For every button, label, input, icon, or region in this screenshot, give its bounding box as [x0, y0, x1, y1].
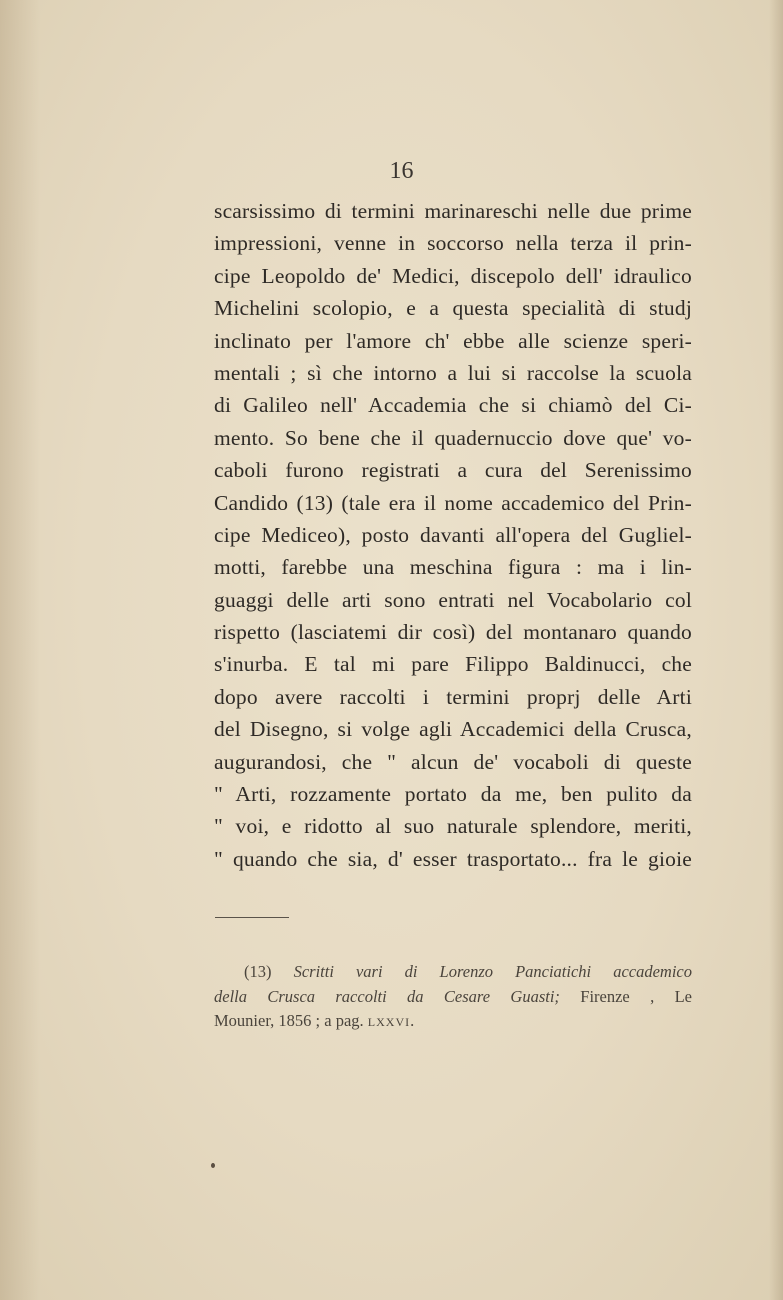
- page-shadow-right: [769, 0, 783, 1300]
- text-line: " voi, e ridotto al suo naturale splendore, meriti,: [214, 814, 692, 839]
- page-shadow-left: [0, 0, 40, 1300]
- text-line: impressioni, venne in soccorso nella terza il prin-: [214, 231, 692, 256]
- footnote-citation-place: Firenze , Le: [559, 986, 692, 1006]
- text-line: dopo avere raccolti i termini proprj delle Arti: [214, 684, 692, 709]
- footnote-line: [214, 960, 692, 985]
- footnote-line: [214, 985, 692, 1010]
- ink-speck: [211, 1163, 215, 1168]
- text-line: caboli furono registrati a cura del Serenissimo: [214, 458, 692, 483]
- footnote-citation-page: lxxvi.: [367, 1011, 416, 1030]
- footnote-citation-title: Scritti vari di Lorenzo Panciatichi accademico: [293, 962, 692, 981]
- text-line: mento. So bene che il quadernuccio dove que' vo-: [214, 425, 692, 450]
- text-line: s'inurba. E tal mi pare Filippo Baldinucci, che: [214, 652, 692, 677]
- footnote-number: (13): [244, 962, 272, 981]
- text-line: Candido (13) (tale era il nome accademico del Prin-: [214, 490, 692, 515]
- text-line: Michelini scolopio, e a questa specialità di studj: [214, 296, 692, 321]
- footnote: [214, 960, 692, 1034]
- text-line: augurandosi, che " alcun de' vocaboli di queste: [214, 749, 692, 774]
- text-line: cipe Mediceo), posto davanti all'opera del Gugliel-: [214, 522, 692, 547]
- text-line: del Disegno, si volge agli Accademici della Crusca,: [214, 717, 692, 742]
- text-line: guaggi delle arti sono entrati nel Vocabolario col: [214, 587, 692, 612]
- text-line: mentali ; sì che intorno a lui si raccolse la scuola: [214, 360, 692, 385]
- footnote-citation-publisher: Mounier, 1856 ; a pag.: [214, 1011, 368, 1030]
- footnote-separator: [215, 917, 289, 918]
- footnote-line: [214, 1009, 692, 1034]
- footnote-citation-editor: della Crusca raccolti da Cesare Guasti;: [214, 986, 560, 1006]
- body-text: [214, 195, 692, 875]
- text-line: " Arti, rozzamente portato da me, ben pulito da: [214, 782, 692, 807]
- text-line: rispetto (lasciatemi dir così) del montanaro quando: [214, 620, 692, 645]
- text-line: cipe Leopoldo de' Medici, discepolo dell' idraulico: [214, 263, 692, 288]
- text-line: motti, farebbe una meschina figura : ma i lin-: [214, 555, 692, 580]
- text-line: inclinato per l'amore ch' ebbe alle scienze speri-: [214, 328, 692, 353]
- text-line: scarsissimo di termini marinareschi nelle due prime: [214, 199, 692, 223]
- page-number: 16: [389, 158, 414, 184]
- text-line: " quando che sia, d' esser trasportato... fra le gioie: [214, 846, 692, 871]
- text-line: di Galileo nell' Accademia che si chiamò del Ci-: [214, 393, 692, 418]
